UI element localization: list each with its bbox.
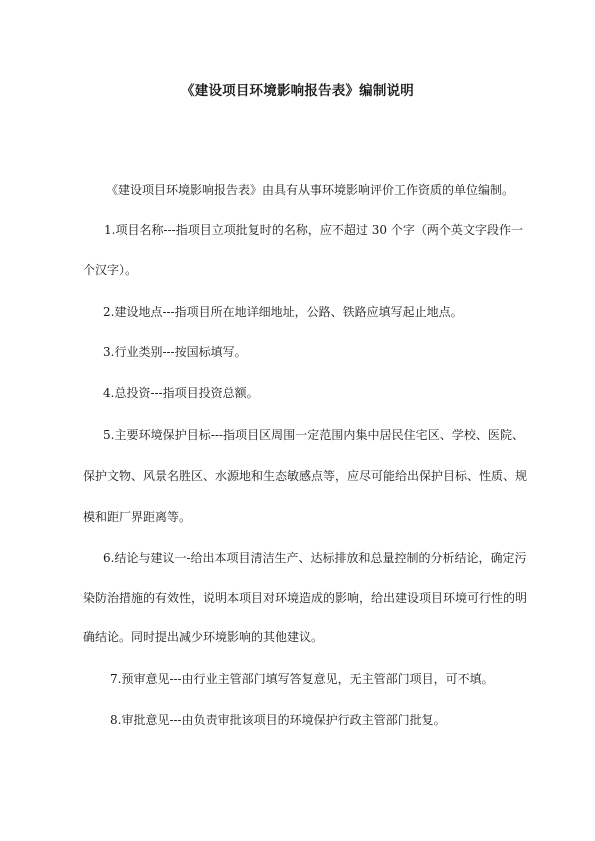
- item1-line1: 1.项目名称---指项目立项批复时的名称，应不超过 30 个字（两个英文字段作一: [104, 223, 523, 237]
- item2-text: 2.建设地点---指项目所在地详细地址，公路、铁路应填写起止地点。: [103, 305, 463, 319]
- item3-text: 3.行业类别---按国标填写。: [103, 345, 247, 359]
- document-title: 《建设项目环境影响报告表》编制说明: [181, 83, 414, 99]
- item6-line1: 6.结论与建议一-给出本项目清洁生产、达标排放和总量控制的分析结论，确定污: [103, 551, 527, 565]
- item5-line2: 保护文物、风景名胜区、水源地和生态敏感点等，应尽可能给出保护目标、性质、规: [83, 469, 528, 483]
- item4-text: 4.总投资---指项目投资总额。: [103, 386, 259, 400]
- item5-line3: 模和距厂界距离等。: [83, 510, 192, 524]
- item1-line2: 个汉字）。: [83, 263, 138, 277]
- item5-line1: 5.主要环境保护目标---指项目区周围一定范围内集中居民住宅区、学校、医院、: [103, 428, 524, 442]
- item7-text: 7.预审意见---由行业主管部门填写答复意见，无主管部门项目，可不填。: [110, 672, 494, 686]
- item6-line2: 染防治措施的有效性，说明本项目对环境造成的影响，给出建设项目环境可行性的明: [83, 591, 528, 605]
- intro-paragraph: 《建设项目环境影响报告表》由具有从事环境影响评价工作资质的单位编制。: [106, 183, 515, 197]
- item6-line3: 确结论。同时提出减少环境影响的其他建议。: [83, 630, 324, 644]
- item8-text: 8.审批意见---由负责审批该项目的环境保护行政主管部门批复。: [110, 713, 446, 727]
